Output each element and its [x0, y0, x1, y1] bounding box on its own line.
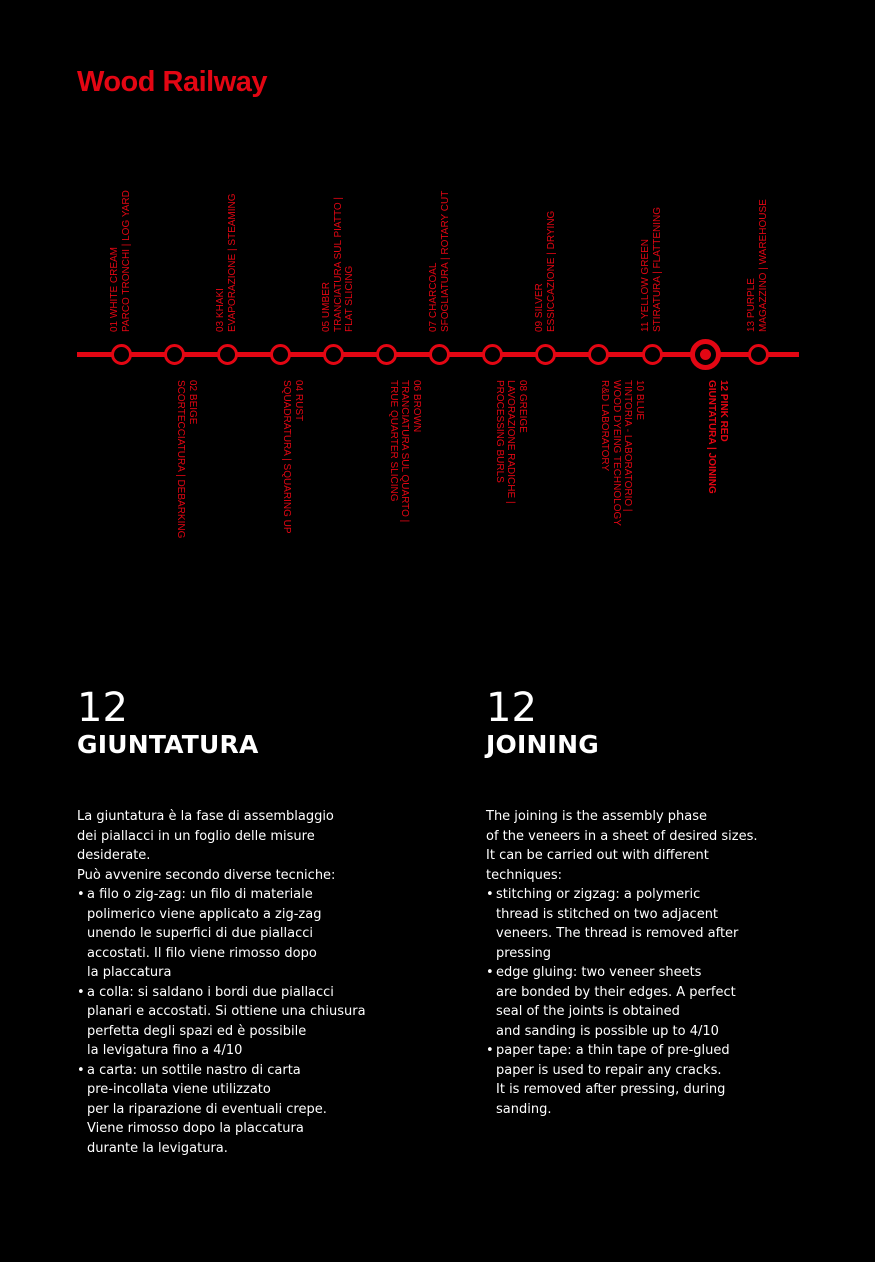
station-label-05	[321, 162, 356, 332]
technique-list-en	[486, 885, 806, 1119]
text-line: accostati. Il filo viene rimosso dopo	[87, 945, 317, 961]
station-05	[323, 344, 344, 365]
station-label-line: TRUE QUARTER SLICING	[387, 380, 399, 502]
station-label-line: 12 PINK RED	[717, 380, 729, 442]
station-08	[482, 344, 503, 365]
station-label-07	[428, 162, 451, 332]
intro-line: The joining is the assembly phase	[486, 809, 708, 824]
intro-line: dei piallacci in un foglio delle misure	[77, 828, 315, 844]
text-line: pressing	[496, 945, 551, 961]
station-label-line: STIRATURA | FLATTENING	[651, 206, 663, 332]
text-line: edge gluing: two veneer sheets	[496, 965, 702, 980]
station-label-line: SQUADRATURA | SQUARING UP	[281, 380, 293, 534]
station-12	[690, 339, 721, 370]
english-column	[486, 685, 786, 1117]
italian-column	[77, 685, 377, 1156]
station-label-line: LAVORAZIONE RADICHE |	[505, 380, 517, 504]
text-line: la placcatura	[87, 965, 172, 980]
station-label-line: 03 KHAKI	[215, 288, 227, 332]
station-label-12	[706, 380, 729, 550]
text-line: perfetta degli spazi ed è possibile	[87, 1023, 307, 1039]
station-label-line: TRANCIATURA SUL QUARTO |	[399, 380, 410, 523]
station-11	[642, 344, 663, 365]
station-label-line: TINTORIA - LABORATORIO |	[622, 380, 634, 512]
station-label-line: 09 SILVER	[533, 283, 545, 332]
technique-item	[77, 1061, 397, 1159]
technique-list-it	[77, 885, 397, 1158]
text-line: paper is used to repair any cracks.	[496, 1062, 722, 1078]
station-label-line: WOOD DYEING TECHNOLOGY	[611, 380, 623, 526]
station-label-line: FLAT SLICING	[344, 265, 356, 332]
station-label-04	[281, 380, 304, 550]
text-line: stitching or zigzag: a polymeric	[496, 887, 701, 902]
station-label-08	[493, 380, 528, 550]
text-line: and sanding is possible up to 4/10	[496, 1023, 719, 1039]
text-line: unendo le superfici di due piallacci	[87, 926, 314, 941]
station-label-11	[640, 162, 663, 332]
text-line: It is removed after pressing, during	[496, 1082, 726, 1097]
station-06	[376, 344, 397, 365]
step-number-en: 12	[486, 685, 537, 731]
station-label-line: ESSICCAZIONE | DRYING	[545, 210, 557, 332]
station-label-line: SCORTECCIATURA | DEBARKING	[175, 380, 187, 539]
station-02	[164, 344, 185, 365]
station-label-line: 04 RUST	[292, 380, 304, 422]
station-label-line: 10 BLUE	[634, 380, 646, 421]
intro-line: La giuntatura è la fase di assemblaggio	[77, 809, 334, 824]
station-04	[270, 344, 291, 365]
station-label-line: 07 CHARCOAL	[427, 262, 439, 332]
station-label-line: 06 BROWN	[410, 380, 422, 433]
intro-line: of the veneers in a sheet of desired sizes.	[486, 828, 758, 844]
text-line: thread is stitched on two adjacent	[496, 906, 719, 922]
station-label-01	[109, 162, 132, 332]
station-label-line: 08 GREIGE	[516, 380, 528, 433]
technique-item	[486, 1041, 806, 1119]
station-03	[217, 344, 238, 365]
process-timeline	[0, 0, 875, 620]
station-label-line: TRANCIATURA SUL PIATTO |	[332, 196, 344, 332]
station-label-line: SFOGLIATURA | ROTARY CUT	[439, 190, 451, 332]
text-line: veneers. The thread is removed after	[496, 926, 739, 941]
text-line: sanding.	[496, 1101, 552, 1117]
technique-item	[77, 885, 397, 983]
station-09	[535, 344, 556, 365]
station-label-line: R&D LABORATORY	[599, 380, 611, 472]
intro-line: techniques:	[486, 867, 562, 883]
station-label-06	[387, 380, 422, 550]
text-line: are bonded by their edges. A perfect	[496, 984, 736, 1000]
text-line: polimerico viene applicato a zig-zag	[87, 906, 322, 922]
station-label-line: EVAPORAZIONE | STEAMING	[226, 193, 238, 332]
station-10	[588, 344, 609, 365]
text-line: la levigatura fino a 4/10	[87, 1043, 243, 1058]
intro-line: desiderate.	[77, 848, 151, 863]
step-title-it: GIUNTATURA	[77, 730, 259, 759]
station-label-02	[175, 380, 198, 550]
station-label-line: PROCESSING BURLS	[493, 380, 505, 483]
station-label-13	[746, 162, 769, 332]
text-line: a colla: si saldano i bordi due piallacci	[87, 984, 334, 1000]
station-label-09	[534, 162, 557, 332]
station-01	[111, 344, 132, 365]
station-label-line: 13 PURPLE	[746, 278, 758, 332]
station-label-10	[599, 380, 645, 550]
description-en	[486, 807, 806, 1119]
text-line: per la riparazione di eventuali crepe.	[87, 1101, 327, 1117]
station-label-line: PARCO TRONCHI | LOG YARD	[120, 190, 132, 332]
step-number-it: 12	[77, 685, 128, 731]
technique-item	[486, 885, 806, 963]
description-it	[77, 807, 397, 1158]
text-line: durante la levigatura.	[87, 1140, 228, 1156]
text-line: seal of the joints is obtained	[496, 1004, 680, 1019]
station-label-line: MAGAZZINO | WAREHOUSE	[757, 199, 769, 332]
station-13	[748, 344, 769, 365]
text-line: pre-incollata viene utilizzato	[87, 1082, 271, 1097]
technique-item	[77, 983, 397, 1061]
text-line: planari e accostati. Si ottiene una chiusura	[87, 1004, 366, 1019]
station-label-line: 02 BEIGE	[186, 380, 198, 425]
station-label-03	[215, 162, 238, 332]
technique-item	[486, 963, 806, 1041]
text-line: a filo o zig-zag: un filo di materiale	[87, 887, 313, 902]
step-title-en: JOINING	[486, 730, 599, 759]
brand-title: Wood Railway	[77, 66, 268, 98]
station-07	[429, 344, 450, 365]
intro-line: It can be carried out with different	[486, 848, 709, 863]
intro-line: Può avvenire secondo diverse tecniche:	[77, 867, 336, 883]
station-label-line: 11 YELLOW GREEN	[640, 239, 651, 332]
station-label-line: GIUNTATURA | JOINING	[706, 380, 718, 494]
text-line: a carta: un sottile nastro di carta	[87, 1062, 301, 1078]
station-label-line: 05 UMBER	[321, 281, 333, 332]
text-line: Viene rimosso dopo la placcatura	[87, 1121, 304, 1136]
text-line: paper tape: a thin tape of pre-glued	[496, 1043, 730, 1058]
station-label-line: 01 WHITE CREAM	[109, 246, 120, 332]
